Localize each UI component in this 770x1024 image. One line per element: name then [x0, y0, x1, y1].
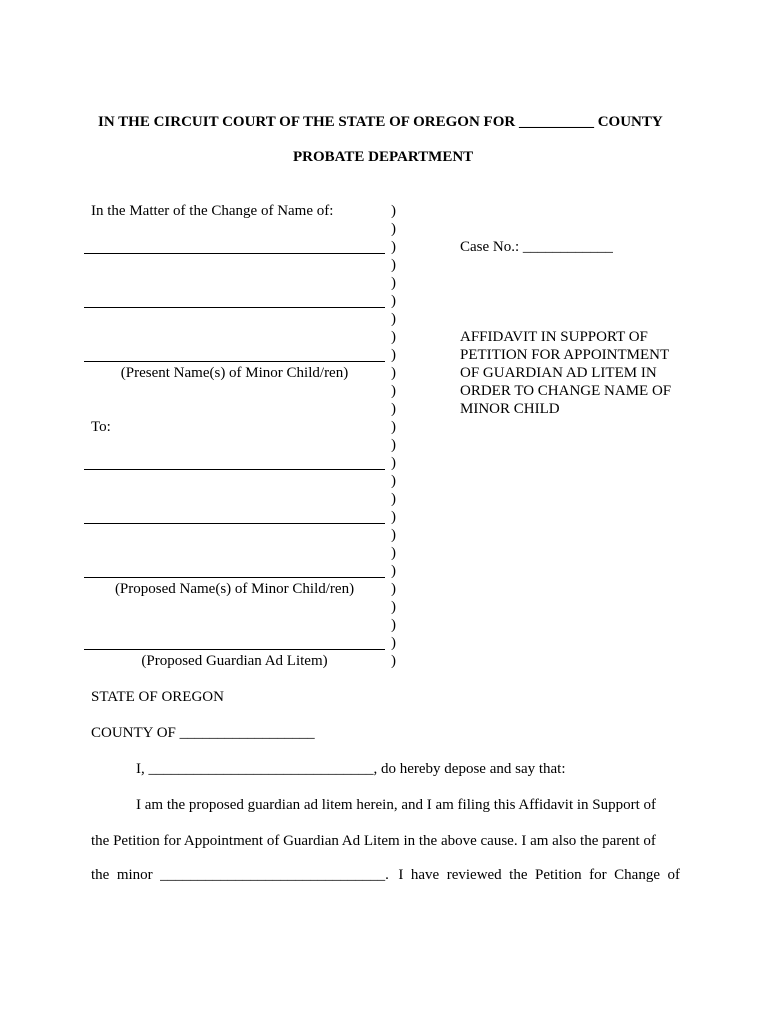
- caption-paren: ): [391, 203, 396, 219]
- caption-paren: ): [391, 275, 396, 291]
- name-line-1: [84, 253, 385, 254]
- caption-paren: ): [391, 545, 396, 561]
- caption-paren: ): [391, 419, 396, 435]
- department-heading: PROBATE DEPARTMENT: [293, 149, 474, 165]
- to-label: To:: [91, 419, 111, 435]
- caption-paren: ): [391, 635, 396, 651]
- caption-paren: ): [391, 257, 396, 273]
- caption-paren: ): [391, 491, 396, 507]
- caption-paren: ): [391, 437, 396, 453]
- guardian-label: (Proposed Guardian Ad Litem): [141, 653, 328, 669]
- caption-paren: ): [391, 455, 396, 471]
- caption-paren: ): [391, 311, 396, 327]
- document-title-line: PETITION FOR APPOINTMENT: [460, 347, 670, 363]
- caption-paren: ): [391, 473, 396, 489]
- proposed-name-label: (Proposed Name(s) of Minor Child/ren): [114, 581, 355, 597]
- caption-paren: ): [391, 527, 396, 543]
- paragraph-line: [91, 866, 680, 884]
- paragraph-line: the Petition for Appointment of Guardian Ad Litem in the above cause. I am also the parent of: [91, 833, 656, 849]
- caption-paren: ): [391, 617, 396, 633]
- document-title-line: OF GUARDIAN AD LITEM IN: [460, 365, 657, 381]
- caption-paren: ): [391, 347, 396, 363]
- proposed-line-3: [84, 577, 385, 578]
- caption-paren: ): [391, 383, 396, 399]
- name-line-3: [84, 361, 385, 362]
- present-name-label: (Present Name(s) of Minor Child/ren): [120, 365, 349, 381]
- proposed-line-1: [84, 469, 385, 470]
- venue-state: STATE OF OREGON: [91, 689, 224, 705]
- caption-paren: ): [391, 563, 396, 579]
- document-title: [460, 328, 671, 418]
- caption-paren: ): [391, 365, 396, 381]
- depose-statement: I, ______________________________, do hereby depose and say that:: [136, 761, 566, 777]
- paragraph-line-part: I have reviewed the Petition for Change of: [398, 867, 680, 883]
- caption-paren: ): [391, 221, 396, 237]
- document-title-line: ORDER TO CHANGE NAME OF: [460, 383, 672, 399]
- venue-county: COUNTY OF __________________: [91, 725, 315, 741]
- matter-label: In the Matter of the Change of Name of:: [91, 203, 334, 219]
- caption-paren: ): [391, 293, 396, 309]
- proposed-line-2: [84, 523, 385, 524]
- caption-paren: ): [391, 329, 396, 345]
- name-line-2: [84, 307, 385, 308]
- document-title-line: AFFIDAVIT IN SUPPORT OF: [460, 329, 648, 345]
- caption-paren: ): [391, 239, 396, 255]
- paragraph-line-part: the minor ______________________________.: [91, 867, 389, 883]
- paragraph-line: I am the proposed guardian ad litem herein, and I am filing this Affidavit in Support of: [136, 797, 657, 813]
- caption-paren: ): [391, 653, 396, 669]
- caption-paren: ): [391, 509, 396, 525]
- caption-paren: ): [391, 599, 396, 615]
- document-title-line: MINOR CHILD: [460, 401, 560, 417]
- caption-paren: ): [391, 401, 396, 417]
- court-heading: IN THE CIRCUIT COURT OF THE STATE OF OREGON FOR __________ COUNTY: [98, 114, 663, 130]
- case-number: Case No.: ____________: [460, 239, 613, 255]
- caption-paren: ): [391, 581, 396, 597]
- guardian-line: [84, 649, 385, 650]
